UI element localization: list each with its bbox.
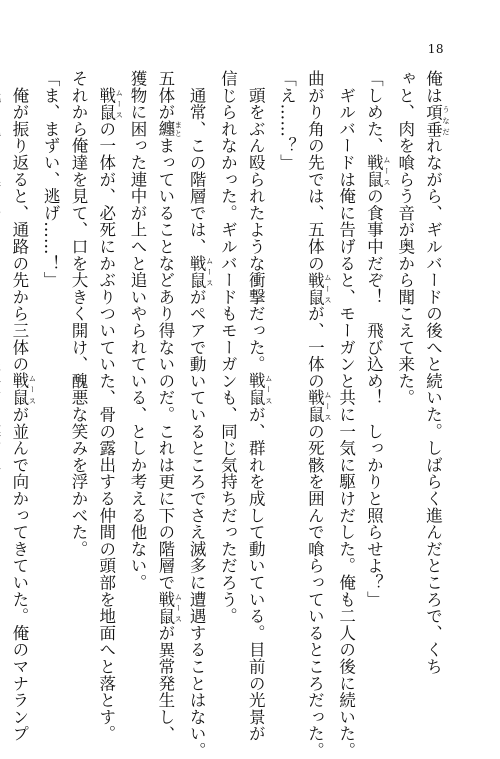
text-line	[360, 70, 391, 670]
ruby-word	[364, 154, 392, 188]
ruby-base: 戦鼠	[305, 389, 325, 423]
ruby-base: 項垂	[423, 103, 443, 138]
text-run: それから俺達を見て、口を大きく開け、醜悪な笑みを浮かべた。	[68, 70, 88, 558]
ruby-reading: ムース	[323, 271, 333, 306]
text-run: まっていることなどあり得ないのだ。これは更に下の階層で	[155, 137, 175, 591]
text-run: が並んで向かってきていた。俺のマナランプ	[9, 406, 29, 743]
ruby-base: 戦鼠	[187, 254, 207, 289]
text-line	[182, 70, 215, 759]
ruby-reading: ムース	[173, 590, 183, 625]
text-run: 獲物に困った連中が上へと追いやられている、としか考える他ない。	[128, 70, 148, 591]
text-run: ギルバードは俺に告げると、モーガンと共に一気に駆けだした。俺も二人の後に続いた。	[336, 70, 356, 759]
ruby-reading: ムース	[27, 372, 37, 406]
text-run	[97, 70, 116, 87]
ruby-word	[423, 103, 451, 138]
ruby-word	[155, 120, 183, 138]
ruby-base: 戦鼠	[9, 372, 29, 407]
text-line	[241, 70, 274, 743]
ruby-reading: ムース	[264, 372, 274, 406]
text-line	[273, 70, 301, 670]
ruby-reading: ムース	[205, 254, 215, 289]
text-line	[301, 70, 333, 759]
ruby-base: 戦鼠	[155, 590, 175, 625]
text-line	[332, 70, 360, 759]
ruby-word	[96, 86, 124, 121]
text-line	[151, 70, 183, 743]
ruby-base: 戦鼠	[96, 86, 116, 121]
ruby-word	[305, 271, 333, 306]
ruby-word	[305, 389, 333, 423]
text-run: れながら、ギルバードの後へと続いた。しばらく進んだところで、くち	[423, 137, 443, 675]
ruby-base: 戦鼠	[246, 372, 266, 407]
text-line	[64, 70, 92, 670]
ruby-reading: うなだ	[441, 103, 451, 138]
text-line	[36, 70, 64, 670]
text-run: 「ま、まずい、逃げ……！」	[41, 70, 61, 289]
text-run: 俺は	[423, 70, 443, 104]
ruby-reading: ムース	[382, 154, 392, 188]
text-line	[5, 70, 37, 743]
ruby-word	[155, 590, 183, 625]
text-line	[92, 70, 124, 743]
text-run: 「え……？」	[277, 70, 297, 171]
text-run: 曲がり角の先では、五体の	[305, 70, 325, 272]
text-run: 信じられなかった。ギルバードもモーガンも、同じ気持ちだっただろう。	[218, 70, 238, 625]
text-run: 「しめた、	[364, 70, 384, 154]
ruby-word	[9, 372, 37, 407]
text-run: が、群れを成して動いている。目前の光景が	[246, 406, 266, 743]
text-run: の一体が、必死にかぶりついていた、骨の露出する仲間の頭部を地面へと落とす。	[96, 120, 116, 743]
text-run: 五体が	[155, 70, 175, 121]
ruby-base: 纏	[155, 120, 175, 138]
text-line	[123, 70, 151, 670]
text-run	[0, 70, 1, 540]
text-run: 通常、この階層では、	[187, 70, 207, 255]
ruby-base: 戦鼠	[305, 271, 325, 306]
ruby-base: 戦鼠	[364, 154, 384, 188]
text-run: が異常発生し、	[155, 624, 175, 743]
text-line	[419, 70, 451, 675]
ruby-word	[187, 254, 215, 289]
page-number: 18	[427, 42, 444, 56]
text-line	[214, 70, 242, 670]
ruby-word	[246, 372, 274, 407]
text-run: がペアで動いているところでさえ滅多に遭遇することはない。	[187, 288, 207, 759]
text-run: が、一体の	[305, 305, 325, 390]
vertical-text-body	[9, 70, 451, 759]
text-line	[391, 70, 419, 670]
text-run: の食事中だぞ！ 飛び込め！ しっかりと照らせよ？」	[364, 187, 384, 608]
ruby-reading: ムース	[114, 86, 124, 121]
ruby-reading: ムース	[323, 389, 333, 423]
text-run: 俺が振り返ると、通路の先から三体の	[9, 70, 29, 373]
ruby-reading: まと	[173, 120, 183, 138]
text-run: ゃと、肉を喰らう音が奥から聞こえて来た。	[395, 70, 415, 406]
text-run: の死骸を囲んで喰らっているところだった。	[305, 422, 325, 759]
text-run: 頭をぶん殴られたような衝撃だった。	[246, 70, 266, 373]
